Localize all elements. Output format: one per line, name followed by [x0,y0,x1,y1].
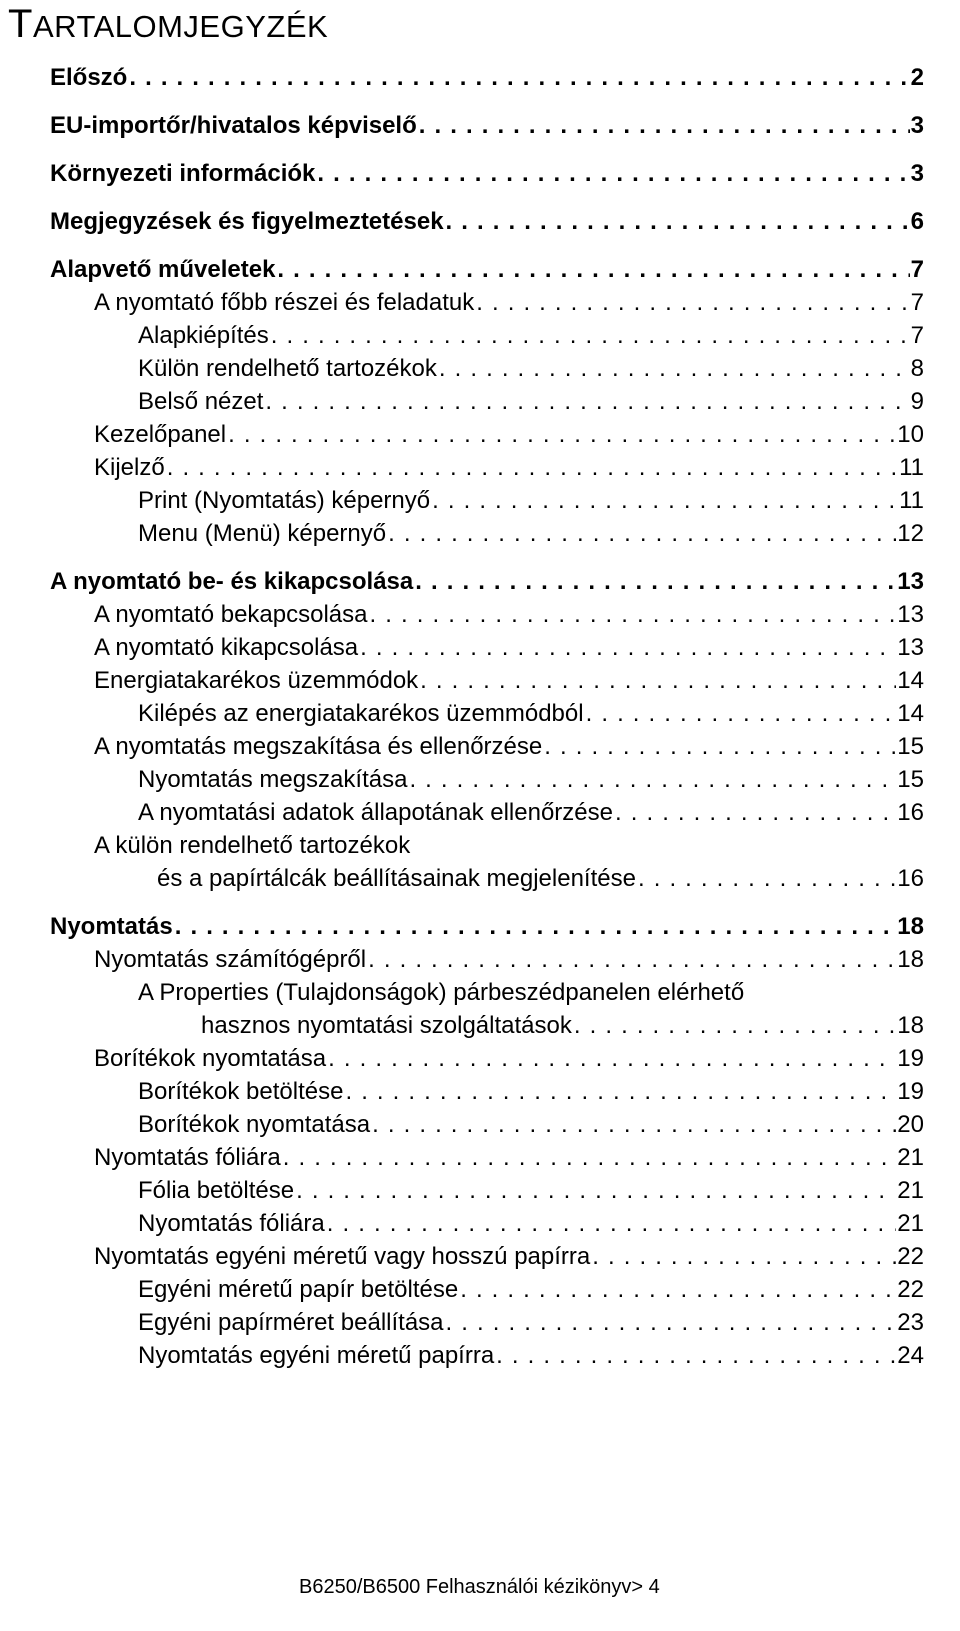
toc-entry[interactable]: Külön rendelhető tartozékok . . . 8 [138,353,924,385]
toc-entry[interactable]: Borítékok nyomtatása . . . 20 [138,1109,924,1141]
toc-entry[interactable]: Belső nézet . . . 9 [138,386,924,418]
toc-entry[interactable]: Nyomtatás . . . 18 [50,911,924,943]
toc-entry[interactable]: és a papírtálcák beállításainak megjelenítése . . . 16 [157,863,924,895]
toc-entry[interactable]: Print (Nyomtatás) képernyő . . . 11 [138,485,924,517]
toc-entry[interactable]: A nyomtatás megszakítása és ellenőrzése . . . 15 [94,731,924,763]
toc-entry[interactable]: hasznos nyomtatási szolgáltatások . . . 18 [201,1010,924,1042]
toc-entry[interactable]: Alapkiépítés . . . 7 [138,320,924,352]
toc-entry[interactable]: Előszó . . . 2 [50,62,924,94]
toc-entry[interactable]: Nyomtatás egyéni méretű papírra . . . 24 [138,1340,924,1372]
toc-entry[interactable]: A nyomtatási adatok állapotának ellenőrzése . . . 16 [138,797,924,829]
title-rest: ARTALOMJEGYZÉK [32,9,329,44]
toc-entry[interactable]: Nyomtatás számítógépről . . . 18 [94,944,924,976]
toc-entry[interactable]: Környezeti információk . . . 3 [50,158,924,190]
toc-entry[interactable]: Megjegyzések és figyelmeztetések . . . 6 [50,206,924,238]
title-initial: T [8,2,33,46]
toc-entry[interactable]: Alapvető műveletek . . . 7 [50,254,924,286]
toc-entry[interactable]: Kezelőpanel . . . 10 [94,419,924,451]
toc-entry[interactable]: Nyomtatás fóliára . . . 21 [138,1208,924,1240]
toc-entry[interactable]: A nyomtató be- és kikapcsolása . . . 13 [50,566,924,598]
page-footer: B6250/B6500 Felhasználói kézikönyv> 4 [299,1576,660,1598]
toc-entry[interactable]: A nyomtató kikapcsolása . . . 13 [94,632,924,664]
toc-entry[interactable]: Fólia betöltése . . . 21 [138,1175,924,1207]
toc-entry[interactable]: A Properties (Tulajdonságok) párbeszédpanelen elérhető [138,979,745,1006]
toc-entry[interactable]: Nyomtatás megszakítása . . . 15 [138,764,924,796]
toc-entry[interactable]: A nyomtató főbb részei és feladatuk . . . 7 [94,287,924,319]
toc-entry[interactable]: Energiatakarékos üzemmódok . . . 14 [94,665,924,697]
toc-entry[interactable]: Egyéni méretű papír betöltése . . . 22 [138,1274,924,1306]
toc-entry[interactable]: A külön rendelhető tartozékok [94,832,411,859]
toc-entry[interactable]: Kilépés az energiatakarékos üzemmódból . . . 14 [138,698,924,730]
toc-entry[interactable]: Nyomtatás egyéni méretű vagy hosszú papírra . . . 22 [94,1241,924,1273]
toc-entry[interactable]: Kijelző . . . 11 [94,452,924,484]
toc-entry[interactable]: A nyomtató bekapcsolása . . . 13 [94,599,924,631]
toc-entry[interactable]: Menu (Menü) képernyő . . . 12 [138,518,924,550]
toc-entry[interactable]: Egyéni papírméret beállítása . . . 23 [138,1307,924,1339]
toc-entry[interactable]: EU-importőr/hivatalos képviselő . . . 3 [50,110,924,142]
toc-entry[interactable]: Nyomtatás fóliára . . . 21 [94,1142,924,1174]
toc-entry[interactable]: Borítékok betöltése . . . 19 [138,1076,924,1108]
toc-entry[interactable]: Borítékok nyomtatása . . . 19 [94,1043,924,1075]
